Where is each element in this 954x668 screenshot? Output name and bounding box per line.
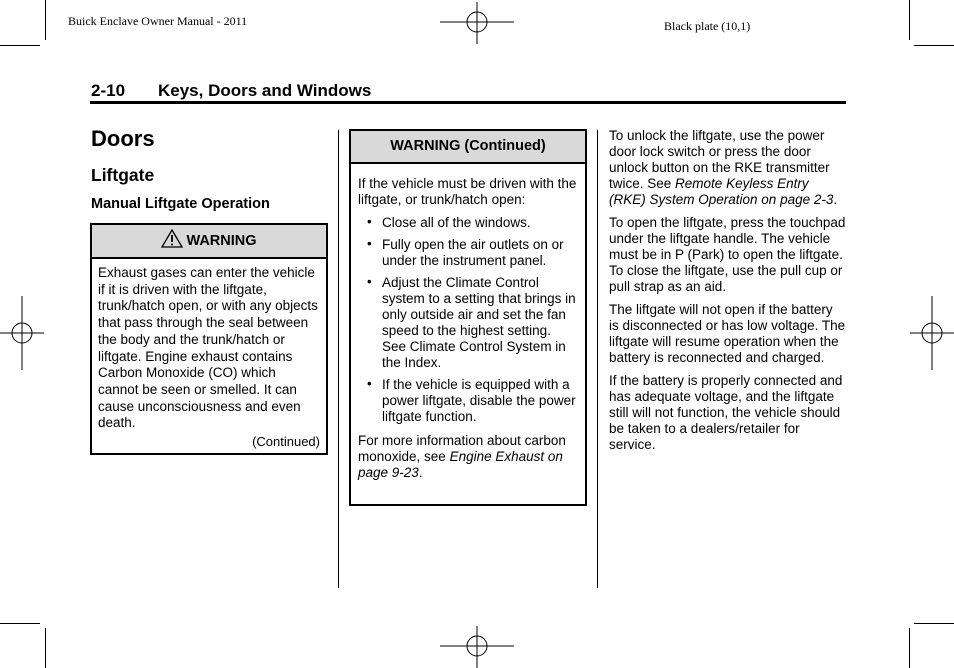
crop-mark: [914, 45, 954, 46]
paragraph-unlock: To unlock the liftgate, use the power door lock switch or press the door unlock button on the RKE transmitter twice. See Remote Keyless Entry (RKE) System Operation on page 2-3.: [609, 128, 838, 207]
crop-mark: [914, 623, 954, 624]
crop-mark: [45, 628, 46, 668]
warning-box: [90, 223, 328, 455]
registration-mark-bottom: [440, 624, 514, 668]
paragraph-battery: The liftgate will not open if the battery is disconnected or has low voltage. The liftgate will resume operation when the battery is reconnected and charged.: [609, 302, 846, 365]
column-divider: [597, 130, 598, 588]
section-rule: [90, 101, 846, 104]
warning-label: WARNING: [186, 233, 257, 249]
column-divider: [338, 130, 339, 588]
crop-mark: [0, 623, 40, 624]
list-item: • Fully open the air outlets on or under the instrument panel.: [367, 236, 564, 268]
rke-reference: Remote Keyless Entry (RKE) System Operation on page 2-3: [609, 176, 834, 207]
manual-title: Buick Enclave Owner Manual - 2011: [68, 14, 248, 28]
list-item: • Adjust the Climate Control system to a setting that brings in only outside air and set the fan speed to the highest setting. See Climate Control System in the Index.: [367, 274, 576, 370]
registration-mark-right: [908, 296, 954, 370]
warning-continued: (Continued): [252, 434, 320, 450]
crop-mark: [45, 0, 46, 40]
warning-outro: For more information about carbon monoxide, see Engine Exhaust on page 9-23.: [358, 433, 566, 480]
paragraph-service: If the battery is properly connected and has adequate voltage, and the liftgate still will not function, the vehicle should be taken to a dealers/retailer for service.: [609, 373, 843, 452]
heading-manual-liftgate-operation: Manual Liftgate Operation: [91, 196, 270, 212]
crop-mark: [0, 45, 40, 46]
warning-header: [92, 225, 326, 259]
section-title: Keys, Doors and Windows: [158, 81, 372, 100]
liftgate-instructions: [609, 128, 846, 460]
crop-mark: [909, 628, 910, 668]
registration-mark-top: [440, 0, 514, 46]
heading-liftgate: Liftgate: [91, 165, 155, 185]
list-item: • If the vehicle is equipped with a power liftgate, disable the power liftgate function.: [367, 376, 576, 424]
section-number: 2-10: [91, 81, 126, 100]
engine-exhaust-reference: Engine Exhaust on page 9-23: [358, 449, 563, 480]
plate-label: Black plate (10,1): [664, 19, 751, 33]
heading-doors: Doors: [91, 126, 155, 151]
warning-bullet-list: [358, 215, 577, 425]
paragraph-open: To open the liftgate, press the touchpad under the liftgate handle. The vehicle must be in P (Park) to open the liftgate. To close the liftgate, use the pull cup or pull strap as an aid.: [609, 215, 846, 294]
warning-text: Exhaust gases can enter the vehicle if it is driven with the liftgate, trunk/hatch open, or with any objects that pass through the seal between the body and the trunk/hatch or liftgate. Engine exhaust contains Carbon Monoxide (CO) which cannot be seen or smelled. It can cause unconsciousness and even death.: [98, 265, 318, 431]
warning-continued-header: WARNING (Continued): [351, 131, 585, 164]
list-item: • Close all of the windows.: [367, 214, 531, 230]
warning-continued-box: [349, 129, 587, 506]
registration-mark-left: [0, 296, 46, 370]
warning-intro: If the vehicle must be driven with the liftgate, or trunk/hatch open:: [358, 176, 577, 207]
crop-mark: [909, 0, 910, 40]
warning-triangle-icon: [161, 229, 183, 248]
